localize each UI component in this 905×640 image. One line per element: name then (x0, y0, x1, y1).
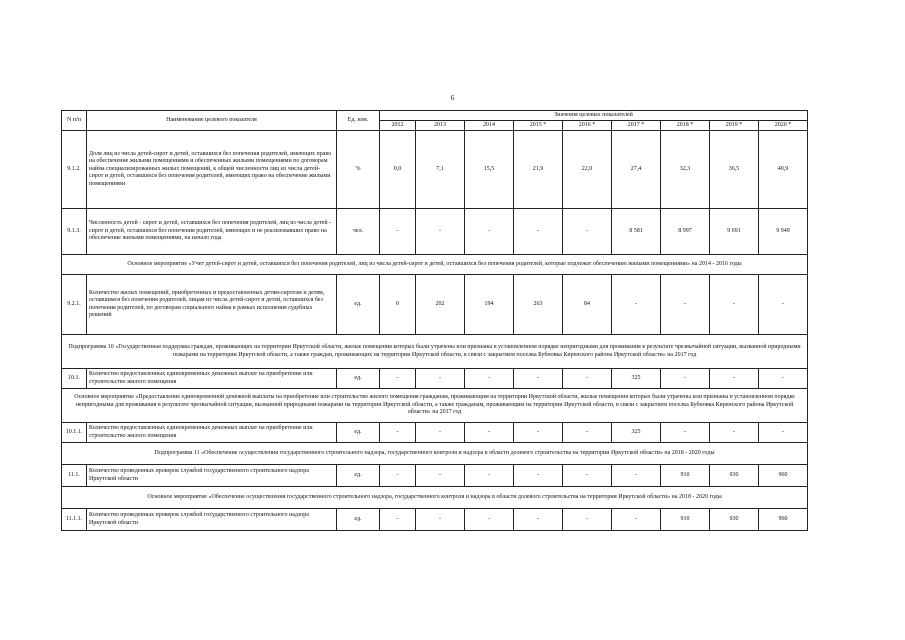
indicator-value: 8 997 (661, 209, 710, 255)
indicator-value: - (612, 509, 661, 531)
indicator-name: Количество предоставленных единовременных денежных выплат на приобретение или строительство жилого помещения (87, 423, 337, 443)
header-year: 2020 * (759, 121, 808, 131)
indicator-value: - (380, 423, 416, 443)
header-year: 2012 (380, 121, 416, 131)
indicator-value: 325 (612, 369, 661, 389)
indicator-value: 0 (380, 275, 416, 335)
indicator-value: - (661, 369, 710, 389)
indicator-name: Количество проведенных проверок службой государственного строительного надзора Иркутской области (87, 509, 337, 531)
indicator-number: 9.1.3. (62, 209, 87, 255)
indicator-value: - (661, 275, 710, 335)
indicator-row (62, 423, 808, 443)
header-num: N п/п (62, 111, 87, 131)
indicator-value: 202 (416, 275, 465, 335)
section-heading-row (62, 487, 808, 509)
header-year: 2015 * (514, 121, 563, 131)
indicator-value: - (416, 209, 465, 255)
indicator-value: - (416, 369, 465, 389)
indicator-value: - (514, 509, 563, 531)
target-indicators-table (61, 110, 808, 531)
header-row (62, 111, 808, 121)
indicator-name: Количество предоставленных единовременных денежных выплат на приобретение или строительство жилого помещения (87, 369, 337, 389)
indicator-value: - (380, 509, 416, 531)
indicator-value: - (759, 275, 808, 335)
indicator-row (62, 275, 808, 335)
indicator-value: - (514, 369, 563, 389)
indicator-value: - (465, 369, 514, 389)
indicator-unit: ед. (337, 369, 380, 389)
indicator-number: 9.2.1. (62, 275, 87, 335)
indicator-row (62, 465, 808, 487)
indicator-value: - (710, 275, 759, 335)
indicator-value: 960 (759, 465, 808, 487)
indicator-value: - (759, 423, 808, 443)
header-year: 2018 * (661, 121, 710, 131)
indicator-name: Количество жилых помещений, приобретенных и предоставленных детям-сиротам и детям, оставшимся без попечения родителей, лицам из числа детей-сирот и детей, оставшихся без попечения родителей, по договорам социального найма в рамках исполнения судебных решений (87, 275, 337, 335)
indicator-value: 910 (661, 509, 710, 531)
header-year: 2019 * (710, 121, 759, 131)
section-heading-row (62, 255, 808, 275)
indicator-value: - (514, 209, 563, 255)
indicator-value: 36,5 (710, 131, 759, 209)
indicator-row (62, 369, 808, 389)
indicator-value: - (563, 209, 612, 255)
header-year: 2014 (465, 121, 514, 131)
header-name: Наименование целевого показателя (87, 111, 337, 131)
indicator-value: - (465, 209, 514, 255)
indicator-value: - (514, 423, 563, 443)
indicator-unit: ед. (337, 275, 380, 335)
indicator-unit: ед. (337, 509, 380, 531)
indicator-name: Количество проведенных проверок службой государственного строительного надзора Иркутской области (87, 465, 337, 487)
indicator-value: 930 (710, 465, 759, 487)
header-unit: Ед. изм. (337, 111, 380, 131)
indicator-number: 9.1.2. (62, 131, 87, 209)
indicator-value: - (416, 423, 465, 443)
indicator-value: - (465, 423, 514, 443)
indicator-value: 9 691 (710, 209, 759, 255)
indicator-number: 10.1.1. (62, 423, 87, 443)
indicator-value: - (416, 465, 465, 487)
indicator-value: 8 581 (612, 209, 661, 255)
indicator-value: 7,1 (416, 131, 465, 209)
indicator-value: - (710, 423, 759, 443)
indicator-value: 84 (563, 275, 612, 335)
section-heading: Основное мероприятие «Предоставление единовременной денежной выплаты на приобретение или строительство жилого помещения гражданам, проживающим на территории Иркутской области, жилые помещения которых были утрачены или признаны в установленном порядке непригодными для проживания в результате чрезвычайной ситуации, вызванной природными пожарами на территории Иркутской области, а также гражданам, проживающим на территории Иркутской области, в связи с закрытием поселка Бубновка Киренского района Иркутской области» на 2017 год (62, 389, 808, 423)
indicator-value: 21,9 (514, 131, 563, 209)
indicator-value: 960 (759, 509, 808, 531)
indicator-number: 11.1. (62, 465, 87, 487)
indicator-value: 930 (710, 509, 759, 531)
indicator-number: 10.1. (62, 369, 87, 389)
indicator-value: 325 (612, 423, 661, 443)
header-year: 2016 * (563, 121, 612, 131)
indicator-value: - (661, 423, 710, 443)
indicator-value: 0,0 (380, 131, 416, 209)
indicator-name: Доля лиц из числа детей-сирот и детей, оставшихся без попечения родителей, имеющих право на обеспечение жилыми помещениями и обеспеченных жилыми помещениями по договорам найма специализированных жилых помещений, к общей численности лиц из числа детей-сирот и детей, оставшихся без попечения родителей, имеющих право на обеспечение жилыми помещениями (87, 131, 337, 209)
header-values-title: Значения целевых показателей (380, 111, 808, 121)
section-heading: Подпрограмма 10 «Государственная поддержка граждан, проживающих на территории Иркутской области, жилые помещения которых были утрачены или признаны в установленном порядке непригодными для проживания в результате чрезвычайной ситуации, вызванной природными пожарами на территории Иркутской области, а также граждан, проживающих на территории Иркутской области, в связи с закрытием поселка Бубновка Киренского района Иркутской области» на 2017 год (62, 335, 808, 369)
indicator-value: - (563, 509, 612, 531)
indicator-value: - (612, 275, 661, 335)
indicator-value: 194 (465, 275, 514, 335)
indicator-value: - (465, 465, 514, 487)
indicator-unit: % (337, 131, 380, 209)
indicator-value: - (465, 509, 514, 531)
indicator-row (62, 509, 808, 531)
indicator-value: 910 (661, 465, 710, 487)
indicator-unit: чел. (337, 209, 380, 255)
section-heading-row (62, 443, 808, 465)
indicator-value: - (563, 465, 612, 487)
indicator-value: - (563, 423, 612, 443)
indicator-row (62, 131, 808, 209)
indicator-value: - (380, 209, 416, 255)
indicator-value: 22,0 (563, 131, 612, 209)
section-heading-row (62, 335, 808, 369)
indicator-value: - (416, 509, 465, 531)
indicator-value: - (380, 465, 416, 487)
indicator-value: 9 949 (759, 209, 808, 255)
header-year: 2017 * (612, 121, 661, 131)
indicator-value: - (563, 369, 612, 389)
section-heading-row (62, 389, 808, 423)
indicator-value: 27,4 (612, 131, 661, 209)
indicator-value: 15,5 (465, 131, 514, 209)
section-heading: Основное мероприятие «Обеспечение осуществления государственного строительного надзора, государственного контроля и надзора в области долевого строительства на территории Иркутской области» на 2018 - 2020 годы (62, 487, 808, 509)
indicator-value: 40,9 (759, 131, 808, 209)
indicator-value: - (612, 465, 661, 487)
indicator-value: - (759, 369, 808, 389)
section-heading: Основное мероприятие «Учет детей-сирот и детей, оставшихся без попечения родителей, лиц из числа детей-сирот и детей, оставшихся без попечения родителей, которые подлежат обеспечению жилыми помещениями» на 2014 - 2016 годы (62, 255, 808, 275)
indicator-value: 263 (514, 275, 563, 335)
indicator-value: - (514, 465, 563, 487)
section-heading: Подпрограмма 11 «Обеспечение осуществления государственного строительного надзора, государственного контроля и надзора в области долевого строительства на территории Иркутской области» на 2018 - 2020 годы (62, 443, 808, 465)
indicator-value: - (380, 369, 416, 389)
indicator-number: 11.1.1. (62, 509, 87, 531)
indicator-value: - (710, 369, 759, 389)
indicator-row (62, 209, 808, 255)
header-year: 2013 (416, 121, 465, 131)
indicator-name: Численность детей - сирот и детей, оставшихся без попечения родителей, лиц из числа детей - сирот и детей, оставшихся без попечения родителей, имеющих и не реализовавших право на обеспечение жилыми помещениями, на начало года (87, 209, 337, 255)
indicator-unit: ед. (337, 465, 380, 487)
indicator-value: 32,3 (661, 131, 710, 209)
page-number: 6 (450, 94, 455, 102)
indicator-unit: ед. (337, 423, 380, 443)
